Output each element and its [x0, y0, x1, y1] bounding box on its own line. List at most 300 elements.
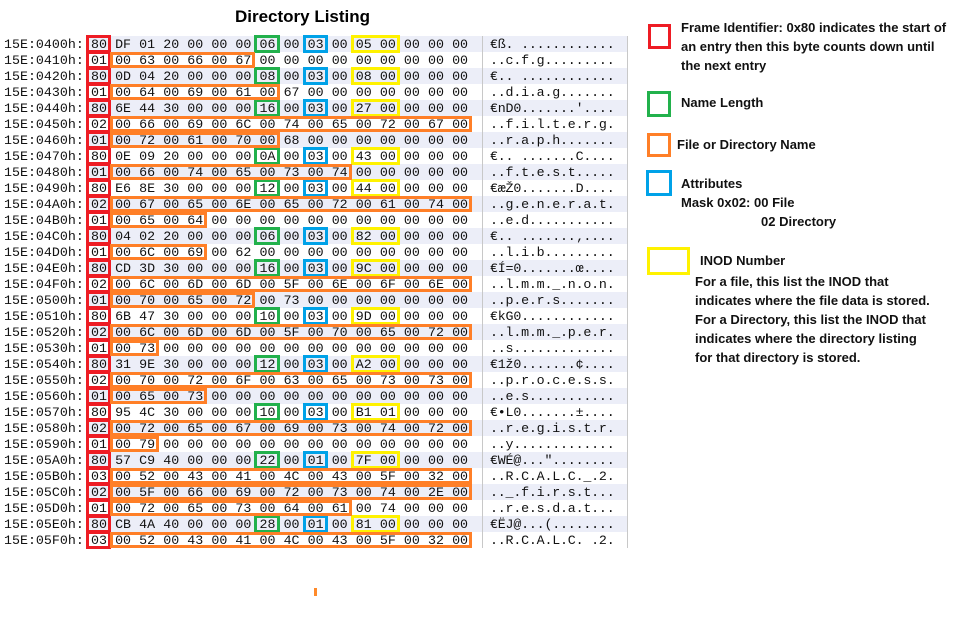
- hex-byte: 00: [355, 277, 372, 292]
- hex-byte: CD: [115, 261, 132, 276]
- legend-line: 02 Directory: [761, 214, 837, 229]
- hex-byte: 00: [355, 485, 372, 500]
- row-address: 15E:0420h:: [4, 69, 84, 84]
- hex-byte: 00: [427, 389, 444, 404]
- hex-byte: 00: [427, 69, 444, 84]
- hex-byte: 03: [307, 405, 324, 420]
- hex-byte: 00: [283, 213, 300, 228]
- hex-byte: 40: [163, 453, 180, 468]
- hex-byte: 32: [427, 533, 444, 548]
- hex-byte: 01: [91, 501, 107, 516]
- hex-byte: 00: [235, 341, 252, 356]
- hex-byte: 03: [307, 309, 324, 324]
- hex-byte: 6D: [187, 325, 204, 340]
- hex-byte: 00: [427, 309, 444, 324]
- hex-byte: 00: [307, 293, 324, 308]
- hex-byte: 6E: [427, 277, 444, 292]
- hex-byte: 08: [355, 69, 372, 84]
- hex-row: [0, 372, 627, 388]
- hex-byte: 44: [139, 101, 156, 116]
- hex-byte: 00: [452, 437, 469, 452]
- hex-byte: 00: [211, 309, 228, 324]
- hex-byte: 00: [211, 181, 228, 196]
- hex-byte: 09: [139, 149, 156, 164]
- hex-byte: 72: [187, 373, 204, 388]
- hex-byte: 6C: [139, 245, 156, 260]
- hex-byte: 00: [427, 229, 444, 244]
- hex-byte: 00: [115, 421, 132, 436]
- hex-byte: 00: [235, 213, 252, 228]
- hex-byte: 00: [259, 341, 276, 356]
- hex-byte: 00: [427, 405, 444, 420]
- hex-byte: 00: [163, 341, 180, 356]
- hex-byte: 00: [331, 181, 348, 196]
- hex-byte: 00: [427, 133, 444, 148]
- hex-byte: 00: [331, 101, 348, 116]
- hex-byte: 0D: [115, 69, 132, 84]
- hex-byte: 00: [211, 165, 228, 180]
- hex-byte: 00: [307, 53, 324, 68]
- hex-byte: 80: [91, 405, 107, 420]
- hex-byte: 22: [259, 453, 276, 468]
- ascii-text: €nD0.......'....: [490, 101, 615, 116]
- row-address: 15E:0510h:: [4, 309, 84, 324]
- hex-byte: 00: [163, 469, 180, 484]
- hex-byte: 00: [379, 293, 396, 308]
- hex-row: [0, 340, 627, 356]
- hex-row: [0, 308, 627, 324]
- hex-byte: 00: [115, 437, 132, 452]
- hex-byte: 00: [355, 213, 372, 228]
- hex-byte: 00: [187, 229, 204, 244]
- row-address: 15E:0530h:: [4, 341, 84, 356]
- hex-byte: 69: [187, 245, 204, 260]
- hex-byte: 00: [452, 133, 469, 148]
- legend-name-length-text: Name Length: [681, 95, 764, 110]
- row-address: 15E:0520h:: [4, 325, 84, 340]
- hex-byte: 00: [403, 85, 420, 100]
- hex-byte: 00: [452, 37, 469, 52]
- row-address: 15E:0430h:: [4, 85, 84, 100]
- hex-byte: 04: [115, 229, 132, 244]
- ascii-text: ..r.e.s.d.a.t...: [490, 501, 615, 516]
- row-address: 15E:0450h:: [4, 117, 84, 132]
- hex-byte: 00: [379, 261, 396, 276]
- row-address: 15E:0490h:: [4, 181, 84, 196]
- legend-attributes-text: [681, 174, 836, 231]
- hex-byte: DF: [115, 37, 132, 52]
- hex-byte: 00: [283, 405, 300, 420]
- row-address: 15E:05C0h:: [4, 485, 84, 500]
- hex-byte: 00: [115, 373, 132, 388]
- hex-byte: 72: [139, 133, 156, 148]
- row-address: 15E:0480h:: [4, 165, 84, 180]
- hex-byte: 00: [307, 437, 324, 452]
- hex-byte: 00: [115, 533, 132, 548]
- hex-row: [0, 276, 627, 292]
- legend-inod-text: [695, 272, 930, 367]
- ascii-text: €1ž0.......¢....: [490, 357, 615, 372]
- hex-byte: 00: [307, 389, 324, 404]
- row-address: 15E:05B0h:: [4, 469, 84, 484]
- hex-byte: 00: [452, 341, 469, 356]
- hex-byte: 00: [163, 437, 180, 452]
- hex-byte: 00: [452, 149, 469, 164]
- hex-byte: 00: [331, 133, 348, 148]
- hex-byte: 20: [163, 37, 180, 52]
- hex-byte: 00: [427, 261, 444, 276]
- hex-byte: 00: [403, 437, 420, 452]
- hex-byte: 00: [427, 437, 444, 452]
- hex-row: [0, 52, 627, 68]
- row-address: 15E:04E0h:: [4, 261, 84, 276]
- hex-byte: 64: [187, 213, 204, 228]
- hex-byte: 00: [211, 341, 228, 356]
- hex-byte: 32: [427, 469, 444, 484]
- ascii-right-divider: [627, 36, 628, 548]
- hex-byte: 00: [211, 437, 228, 452]
- hex-byte: 4A: [139, 517, 156, 532]
- hex-byte: 8E: [139, 181, 156, 196]
- hex-byte: 73: [139, 341, 156, 356]
- hex-byte: 00: [211, 53, 228, 68]
- row-address: 15E:0550h:: [4, 373, 84, 388]
- hex-byte: 00: [211, 229, 228, 244]
- hex-byte: 00: [259, 293, 276, 308]
- hex-byte: 00: [115, 133, 132, 148]
- row-address: 15E:0590h:: [4, 437, 84, 452]
- ascii-text: €•L0.......±....: [490, 405, 615, 420]
- ascii-text: ..g.e.n.e.r.a.t.: [490, 197, 615, 212]
- hex-byte: 00: [211, 37, 228, 52]
- ascii-text: ..p.r.o.c.e.s.s.: [490, 373, 615, 388]
- hex-byte: 00: [331, 405, 348, 420]
- hex-byte: 04: [139, 69, 156, 84]
- hex-byte: 00: [211, 117, 228, 132]
- hex-byte: CB: [115, 517, 132, 532]
- hex-byte: 40: [163, 517, 180, 532]
- hex-row: [0, 36, 627, 52]
- hex-byte: 00: [331, 517, 348, 532]
- hex-byte: 01: [91, 213, 107, 228]
- ascii-text: ..s.............: [490, 341, 615, 356]
- hex-byte: 00: [307, 197, 324, 212]
- hex-byte: 00: [259, 85, 276, 100]
- diagram-title: Directory Listing: [234, 7, 371, 26]
- hex-byte: 73: [427, 373, 444, 388]
- hex-byte: 03: [307, 261, 324, 276]
- hex-byte: 30: [163, 405, 180, 420]
- hex-byte: 00: [163, 85, 180, 100]
- row-address: 15E:04F0h:: [4, 277, 84, 292]
- hex-byte: 00: [452, 261, 469, 276]
- hex-byte: 00: [331, 245, 348, 260]
- hex-byte: 00: [187, 357, 204, 372]
- row-address: 15E:0570h:: [4, 405, 84, 420]
- row-address: 15E:04C0h:: [4, 229, 84, 244]
- hex-byte: 72: [139, 501, 156, 516]
- hex-byte: 00: [452, 277, 469, 292]
- row-address: 15E:05A0h:: [4, 453, 84, 468]
- hex-byte: 00: [427, 213, 444, 228]
- hex-byte: 00: [115, 485, 132, 500]
- hex-byte: 00: [211, 133, 228, 148]
- ascii-text: ..p.e.r.s.......: [490, 293, 615, 308]
- hex-byte: 69: [187, 85, 204, 100]
- hex-byte: 01: [139, 37, 156, 52]
- hex-row: [0, 260, 627, 276]
- hex-byte: 00: [355, 197, 372, 212]
- hex-byte: 6D: [187, 277, 204, 292]
- hex-byte: 0E: [115, 149, 132, 164]
- hex-byte: 00: [403, 101, 420, 116]
- row-address: 15E:05E0h:: [4, 517, 84, 532]
- hex-byte: 00: [403, 533, 420, 548]
- hex-byte: 01: [307, 517, 324, 532]
- hex-byte: 00: [452, 85, 469, 100]
- hex-byte: 00: [259, 485, 276, 500]
- legend-line: indicates where the directory listing: [695, 331, 917, 346]
- hex-row: [0, 484, 627, 500]
- hex-byte: 00: [259, 469, 276, 484]
- hex-byte: 00: [403, 421, 420, 436]
- hex-byte: 00: [259, 389, 276, 404]
- hex-byte: 00: [331, 85, 348, 100]
- hex-byte: 72: [235, 293, 252, 308]
- hex-byte: 02: [139, 229, 156, 244]
- hex-byte: 00: [403, 357, 420, 372]
- hex-byte: 00: [452, 293, 469, 308]
- hex-byte: 00: [211, 277, 228, 292]
- hex-byte: 00: [379, 133, 396, 148]
- hex-byte: 00: [187, 309, 204, 324]
- hex-byte: 01: [307, 453, 324, 468]
- hex-byte: 00: [355, 325, 372, 340]
- hex-byte: 81: [355, 517, 372, 532]
- hex-byte: 00: [452, 213, 469, 228]
- row-address: 15E:0500h:: [4, 293, 84, 308]
- hex-row: [0, 84, 627, 100]
- hex-byte: 00: [115, 213, 132, 228]
- hex-row: [0, 180, 627, 196]
- row-address: 15E:0580h:: [4, 421, 84, 436]
- hex-byte: 00: [379, 389, 396, 404]
- hex-byte: 00: [379, 453, 396, 468]
- hex-byte: 00: [427, 453, 444, 468]
- hex-byte: 00: [427, 85, 444, 100]
- ascii-text: ..r.e.g.i.s.t.r.: [490, 421, 615, 436]
- hex-byte: 01: [91, 133, 107, 148]
- hex-byte: 01: [91, 389, 107, 404]
- hex-byte: 00: [307, 165, 324, 180]
- legend-name-length-swatch: [647, 91, 671, 117]
- hex-byte: 00: [331, 453, 348, 468]
- ascii-text: ..l.m.m._.p.e.r.: [490, 325, 615, 340]
- hex-byte: 9E: [139, 357, 156, 372]
- hex-byte: 00: [283, 517, 300, 532]
- hex-byte: 73: [283, 293, 300, 308]
- hex-byte: 00: [379, 149, 396, 164]
- hex-byte: 00: [115, 165, 132, 180]
- hex-byte: 0A: [259, 149, 276, 164]
- row-address: 15E:0540h:: [4, 357, 84, 372]
- hex-byte: 00: [379, 213, 396, 228]
- hex-byte: 00: [427, 149, 444, 164]
- hex-byte: 02: [91, 421, 107, 436]
- ascii-text: ..d.i.a.g.......: [490, 85, 615, 100]
- hex-byte: 00: [163, 389, 180, 404]
- hex-byte: 00: [235, 101, 252, 116]
- ascii-text: ..e.d...........: [490, 213, 615, 228]
- hex-byte: 00: [403, 133, 420, 148]
- row-address: 15E:0440h:: [4, 101, 84, 116]
- hex-byte: 00: [115, 341, 132, 356]
- hex-byte: 03: [307, 229, 324, 244]
- ascii-text: €.. .......C....: [490, 149, 615, 164]
- hex-row: [0, 164, 627, 180]
- hex-byte: 00: [307, 501, 324, 516]
- hex-byte: 00: [331, 437, 348, 452]
- hex-byte: 65: [187, 421, 204, 436]
- hex-byte: 00: [452, 485, 469, 500]
- hex-byte: 00: [355, 389, 372, 404]
- hex-byte: 6E: [235, 197, 252, 212]
- hex-byte: 74: [283, 117, 300, 132]
- hex-byte: 00: [355, 85, 372, 100]
- hex-byte: 80: [91, 229, 107, 244]
- hex-byte: 5F: [379, 469, 396, 484]
- hex-byte: 00: [115, 325, 132, 340]
- hex-byte: 02: [91, 277, 107, 292]
- hex-byte: 66: [187, 53, 204, 68]
- legend-attributes-swatch: [646, 170, 672, 196]
- hex-byte: 00: [452, 101, 469, 116]
- hex-byte: 00: [403, 485, 420, 500]
- hex-byte: 00: [355, 117, 372, 132]
- hex-byte: 03: [307, 357, 324, 372]
- hex-byte: 00: [211, 485, 228, 500]
- hex-byte: 00: [307, 133, 324, 148]
- hex-byte: 82: [355, 229, 372, 244]
- hex-byte: 00: [163, 373, 180, 388]
- hex-byte: 00: [452, 517, 469, 532]
- hex-byte: 05: [355, 37, 372, 52]
- hex-byte: 66: [139, 117, 156, 132]
- hex-byte: 67: [139, 197, 156, 212]
- hex-byte: 00: [283, 229, 300, 244]
- hex-byte: 6D: [235, 325, 252, 340]
- hex-byte: 00: [211, 69, 228, 84]
- hex-byte: 00: [187, 69, 204, 84]
- hex-byte: 00: [211, 453, 228, 468]
- hex-byte: 00: [163, 213, 180, 228]
- hex-byte: 00: [452, 229, 469, 244]
- hex-byte: 5F: [139, 485, 156, 500]
- hex-byte: 00: [211, 85, 228, 100]
- row-address: 15E:04A0h:: [4, 197, 84, 212]
- hex-byte: 70: [331, 325, 348, 340]
- hex-byte: 65: [235, 165, 252, 180]
- hex-row: [0, 388, 627, 404]
- hex-byte: 61: [235, 85, 252, 100]
- hex-byte: 00: [379, 85, 396, 100]
- hex-byte: 72: [379, 117, 396, 132]
- hex-byte: 01: [91, 341, 107, 356]
- hex-byte: 65: [187, 293, 204, 308]
- hex-byte: 00: [235, 517, 252, 532]
- hex-row: [0, 132, 627, 148]
- hex-byte: 28: [259, 517, 276, 532]
- hex-row: [0, 468, 627, 484]
- hex-byte: 00: [283, 53, 300, 68]
- hex-byte: 30: [163, 261, 180, 276]
- hex-byte: 00: [211, 293, 228, 308]
- hex-byte: 00: [163, 165, 180, 180]
- hex-byte: 00: [211, 533, 228, 548]
- hex-byte: 00: [187, 405, 204, 420]
- ascii-text: ..f.t.e.s.t.....: [490, 165, 615, 180]
- hex-byte: 00: [259, 245, 276, 260]
- hex-byte: 00: [452, 181, 469, 196]
- hex-byte: 00: [235, 453, 252, 468]
- hex-byte: 74: [379, 421, 396, 436]
- hex-byte: 20: [163, 149, 180, 164]
- hex-byte: 02: [91, 373, 107, 388]
- hex-byte: 00: [331, 261, 348, 276]
- hex-byte: 00: [259, 53, 276, 68]
- hex-byte: 00: [235, 405, 252, 420]
- hex-byte: 00: [283, 245, 300, 260]
- hex-byte: 00: [259, 277, 276, 292]
- hex-byte: 5F: [283, 277, 300, 292]
- hex-byte: 00: [115, 197, 132, 212]
- hex-byte: 67: [235, 53, 252, 68]
- hex-byte: 00: [403, 37, 420, 52]
- hex-byte: 00: [452, 53, 469, 68]
- hex-byte: 00: [427, 341, 444, 356]
- hex-byte: 00: [403, 229, 420, 244]
- row-address: 15E:04D0h:: [4, 245, 84, 260]
- hex-byte: 02: [91, 197, 107, 212]
- hex-byte: 00: [259, 197, 276, 212]
- hex-byte: 00: [307, 533, 324, 548]
- hex-byte: 67: [283, 85, 300, 100]
- ascii-text: €WÉ@..."........: [490, 453, 615, 468]
- hex-byte: 00: [307, 213, 324, 228]
- hex-byte: 74: [427, 197, 444, 212]
- hex-byte: 2E: [427, 485, 444, 500]
- hex-byte: 73: [235, 501, 252, 516]
- hex-byte: 95: [115, 405, 132, 420]
- hex-byte: 01: [91, 85, 107, 100]
- hex-byte: 4C: [139, 405, 156, 420]
- hex-byte: 00: [452, 469, 469, 484]
- hex-byte: 00: [211, 197, 228, 212]
- row-address: 15E:0460h:: [4, 133, 84, 148]
- hex-byte: 00: [403, 213, 420, 228]
- hex-byte: 00: [307, 421, 324, 436]
- hex-byte: 00: [452, 453, 469, 468]
- hex-byte: 61: [187, 133, 204, 148]
- hex-byte: 00: [403, 405, 420, 420]
- hex-byte: 00: [283, 261, 300, 276]
- hex-byte: 67: [427, 117, 444, 132]
- hex-byte: 73: [331, 485, 348, 500]
- legend-line: Mask 0x02: 00 File: [681, 195, 795, 210]
- ascii-text: ..e.s...........: [490, 389, 615, 404]
- hex-byte: 08: [259, 69, 276, 84]
- hex-byte: 02: [91, 325, 107, 340]
